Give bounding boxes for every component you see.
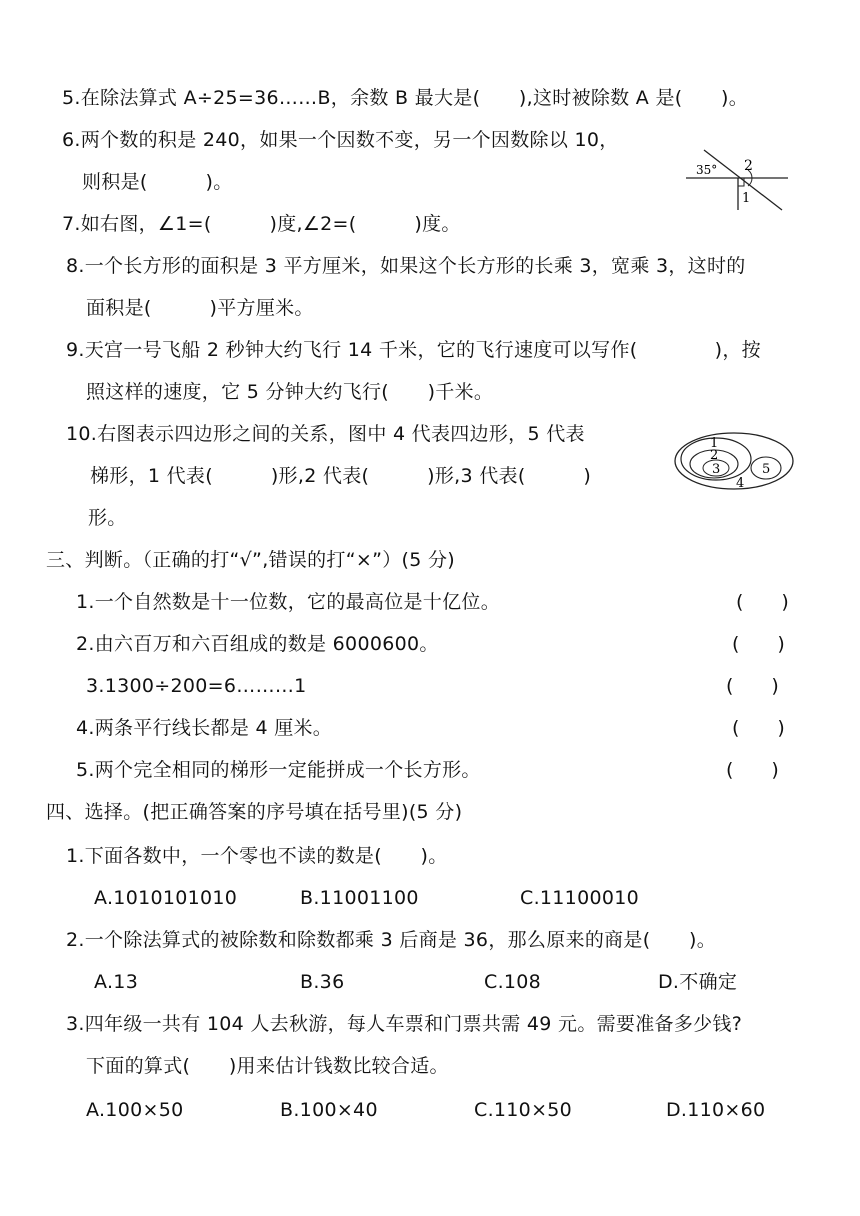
- question-6-line2: 则积是( )。: [82, 171, 233, 193]
- question-9-line1: 9.天宫一号飞船 2 秒钟大约飞行 14 千米，它的飞行速度可以写作( )，按: [66, 339, 761, 361]
- judge-item-1: 1.一个自然数是十一位数，它的最高位是十亿位。: [76, 591, 501, 613]
- judge-item-4: 4.两条平行线长都是 4 厘米。: [76, 717, 333, 739]
- question-8-line1: 8.一个长方形的面积是 3 平方厘米，如果这个长方形的长乘 3，宽乘 3，这时的: [66, 255, 746, 277]
- choice-question-3-line1: 3.四年级一共有 104 人去秋游，每人车票和门票共需 49 元。需要准备多少钱?: [66, 1013, 743, 1035]
- choice-1-option-a: A.1010101010: [94, 887, 238, 909]
- choice-3-option-b: B.100×40: [280, 1099, 378, 1121]
- angle-2-label: 2: [744, 158, 753, 174]
- question-10-line3: 形。: [88, 507, 127, 529]
- choice-question-2: 2.一个除法算式的被除数和除数都乘 3 后商是 36，那么原来的商是( )。: [66, 929, 717, 951]
- angle-figure: [682, 146, 792, 216]
- choice-2-option-b: B.36: [300, 971, 345, 993]
- judge-answer-bracket-4[interactable]: ( ): [732, 717, 785, 739]
- judge-item-2: 2.由六百万和六百组成的数是 6000600。: [76, 633, 439, 655]
- question-5: 5.在除法算式 A÷25=36……B，余数 B 最大是( ),这时被除数 A 是( )。: [62, 87, 749, 109]
- question-6-line1: 6.两个数的积是 240，如果一个因数不变，另一个因数除以 10，: [62, 129, 619, 151]
- judge-item-5: 5.两个完全相同的梯形一定能拼成一个长方形。: [76, 759, 481, 781]
- judge-answer-bracket-1[interactable]: ( ): [736, 591, 789, 613]
- judge-answer-bracket-3[interactable]: ( ): [726, 675, 779, 697]
- judge-item-3: 3.1300÷200=6………1: [86, 675, 307, 697]
- question-9-line2: 照这样的速度，它 5 分钟大约飞行( )千米。: [86, 381, 494, 403]
- angle-35-label: 35°: [696, 163, 718, 177]
- choice-1-option-c: C.11100010: [520, 887, 640, 909]
- angle-1-label: 1: [742, 191, 751, 206]
- choice-2-option-a: A.13: [94, 971, 139, 993]
- choice-2-option-c: C.108: [484, 971, 542, 993]
- question-7: 7.如右图，∠1=( )度,∠2=( )度。: [62, 213, 461, 235]
- choice-3-option-d: D.110×60: [666, 1099, 766, 1121]
- choice-question-3-line2: 下面的算式( )用来估计钱数比较合适。: [86, 1055, 449, 1077]
- venn-label-5: 5: [762, 462, 771, 477]
- choice-3-option-c: C.110×50: [474, 1099, 573, 1121]
- venn-label-1: 1: [710, 436, 719, 451]
- venn-label-2: 2: [710, 448, 719, 463]
- judge-answer-bracket-2[interactable]: ( ): [732, 633, 785, 655]
- venn-label-3: 3: [712, 462, 721, 477]
- choice-question-1: 1.下面各数中，一个零也不读的数是( )。: [66, 845, 448, 867]
- section-3-title: 三、判断。（正确的打“√”,错误的打“×”）(5 分): [46, 549, 455, 571]
- choice-1-option-b: B.11001100: [300, 887, 419, 909]
- question-10-line2: 梯形，1 代表( )形,2 代表( )形,3 代表( ): [90, 465, 592, 487]
- section-4-title: 四、选择。(把正确答案的序号填在括号里)(5 分): [46, 801, 463, 823]
- question-10-line1: 10.右图表示四边形之间的关系，图中 4 代表四边形，5 代表: [66, 423, 585, 445]
- quadrilateral-venn-figure: [672, 430, 796, 492]
- judge-answer-bracket-5[interactable]: ( ): [726, 759, 779, 781]
- venn-label-4: 4: [736, 476, 745, 491]
- question-8-line2: 面积是( )平方厘米。: [86, 297, 314, 319]
- choice-3-option-a: A.100×50: [86, 1099, 184, 1121]
- choice-2-option-d: D.不确定: [658, 971, 738, 993]
